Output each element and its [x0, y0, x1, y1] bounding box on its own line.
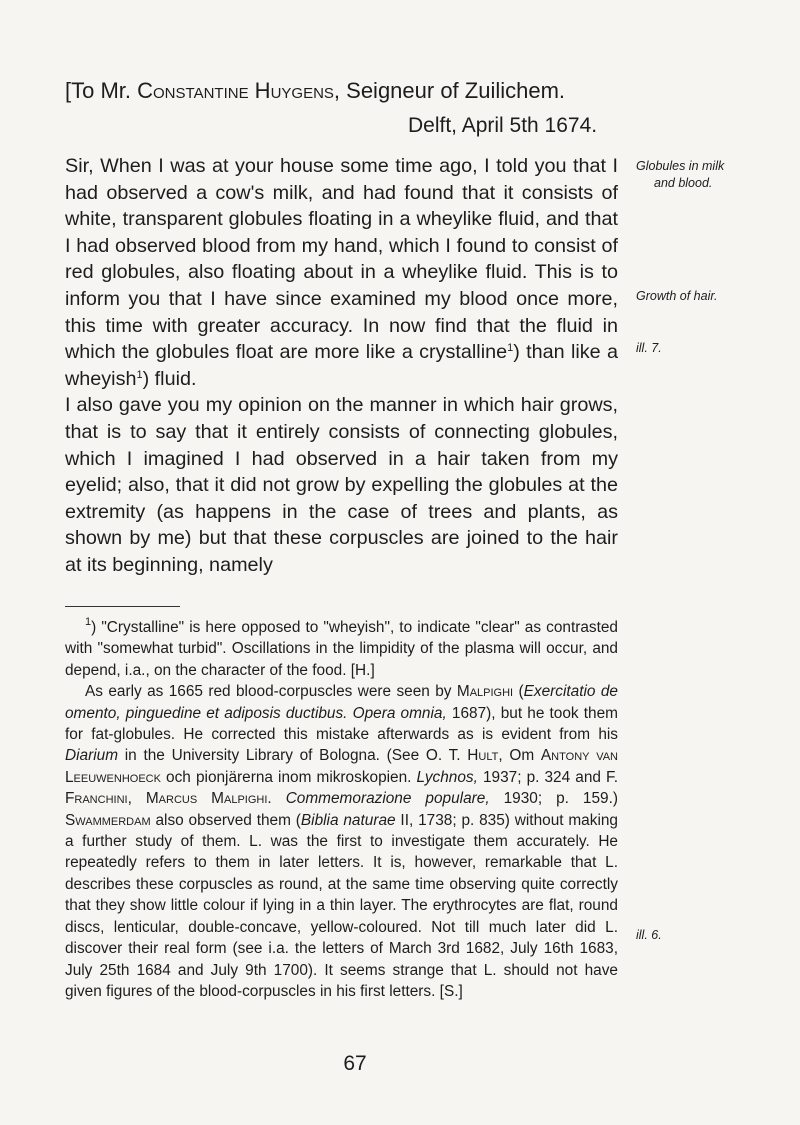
page-number: 67 [343, 1052, 367, 1075]
heading-recipient: Constantine Huygens [137, 78, 334, 103]
footnote-divider [65, 606, 180, 607]
footnote-2: As early as 1665 red blood-corpuscles were seen by Malpighi (Exercitatio de omento, pinguedine et adiposis ductibus. Opera omnia, 1687), but he took them for fat-globules. He corrected this mistake afterwards as is evident from his Diarium in the University Library of Bologna. (See O. T. Hult, Om Antony van Leeuwenhoeck och pionjärerna inom mikroskopien. Lychnos, 1937; p. 324 and F. Franchini, Marcus Malpighi. Commemorazione populare, 1930; p. 159.) Swammerdam also observed them (Biblia naturae II, 1738; p. 835) without making a further study of them. L. was the first to investigate them accurately. He repeatedly refers to them in later letters. It is, however, remarkable that L. describes these corpuscles as round, at the same time observing quite correctly that they show little colour if lying in a thin layer. The erythrocytes are flat, round discs, lenticular, double-concave, yellow-coloured. Not till much later did L. discover their real form (see i.a. the letters of March 3rd 1682, July 16th 1683, July 25th 1684 and July 9th 1700). It seems strange that L. should not have given figures of the blood-corpuscles in his first letters. [S.] [65, 683, 619, 1000]
footnote-1: $^1$) "Crystalline" is here opposed to "wheyish", to indicate "clear" as contrasted with "somewhat turbid". Oscillations in the limpidity of the plasma will occur, and depend, i.a., on the character of the food. [H.] [65, 616, 618, 679]
dateline: Delft, April 5th 1674. [408, 114, 598, 137]
paragraph-1: Sir, When I was at your house some time ago, I told you that I had observed a cow's milk, and had found that it consists of white, transparent globules floating in a wheylike fluid, and that I had observed blood from my hand, which I found to consist of red globules, also floating about in a wheylike fluid. This is to inform you that I have since examined my blood once more, this time with greater accuracy. In now find that the fluid in which the globules float are more like a crystalline$^1$) than like a wheyish$^1$) fluid. [65, 155, 618, 390]
footnote-ref: 1 [507, 342, 514, 355]
margin-note-globules: Globules in milk and blood. [636, 159, 725, 190]
letter-heading [65, 77, 625, 105]
paragraph-2: I also gave you my opinion on the manner in which hair grows, that is to say that it entirely consists of connecting globules, which I imagined I had observed in a hair taken from my eyelid; also, that it did not grow by expelling the globules at the extremity (as happens in the case of trees and plants, as shown by me) but that these corpuscles are joined to the hair at its beginning, namely [65, 394, 618, 576]
margin-note-ill6: ill. 6. [636, 928, 662, 942]
margin-note-ill7: ill. 7. [636, 341, 662, 355]
margin-note-growth: Growth of hair. [636, 289, 718, 303]
heading-title: , Seigneur of Zuilichem. [333, 78, 566, 103]
heading-prefix: [To Mr. [65, 78, 138, 103]
footnotes [65, 617, 618, 1002]
letter-body [65, 153, 618, 579]
footnote-ref: 1 [136, 368, 143, 381]
